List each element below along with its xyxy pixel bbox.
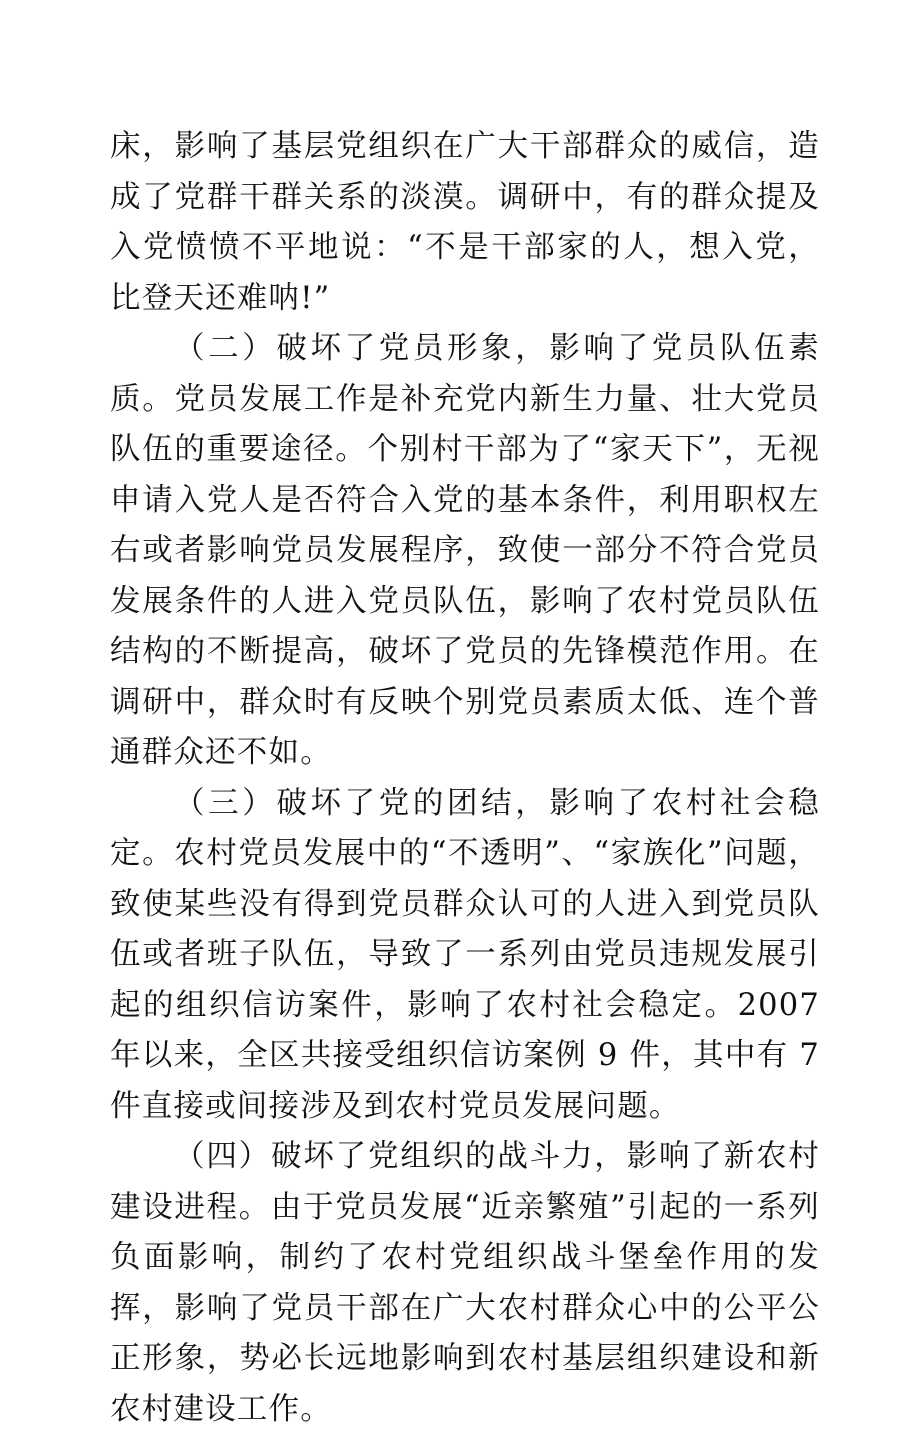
paragraph-continuation: 床，影响了基层党组织在广大干部群众的威信，造成了党群干群关系的淡漠。调研中，有的群众提及入党愤愤不平地说：“不是干部家的人，想入党，比登天还难呐!” <box>110 129 820 316</box>
document-body <box>110 122 820 1435</box>
paragraph-section-three: （三）破坏了党的团结，影响了农村社会稳定。农村党员发展中的“不透明”、“家族化”问题，致使某些没有得到党员群众认可的人进入到党员队伍或者班子队伍，导致了一系列由党员违规发展引起的组织信访案件，影响了农村社会稳定。2007 年以来，全区共接受组织信访案例 9 件，其中有 7 件直接或间接涉及到农村党员发展问题。 <box>110 785 820 1124</box>
paragraph-section-four: （四）破坏了党组织的战斗力，影响了新农村建设进程。由于党员发展“近亲繁殖”引起的一系列负面影响，制约了农村党组织战斗堡垒作用的发挥，影响了党员干部在广大农村群众心中的公平公正形象，势必长远地影响到农村基层组织建设和新农村建设工作。 <box>110 1139 820 1427</box>
paragraph-section-two: （二）破坏了党员形象，影响了党员队伍素质。党员发展工作是补充党内新生力量、壮大党员队伍的重要途径。个别村干部为了“家天下”，无视申请入党人是否符合入党的基本条件，利用职权左右或者影响党员发展程序，致使一部分不符合党员发展条件的人进入党员队伍，影响了农村党员队伍结构的不断提高，破坏了党员的先锋模范作用。在调研中，群众时有反映个别党员素质太低、连个普通群众还不如。 <box>110 331 820 770</box>
